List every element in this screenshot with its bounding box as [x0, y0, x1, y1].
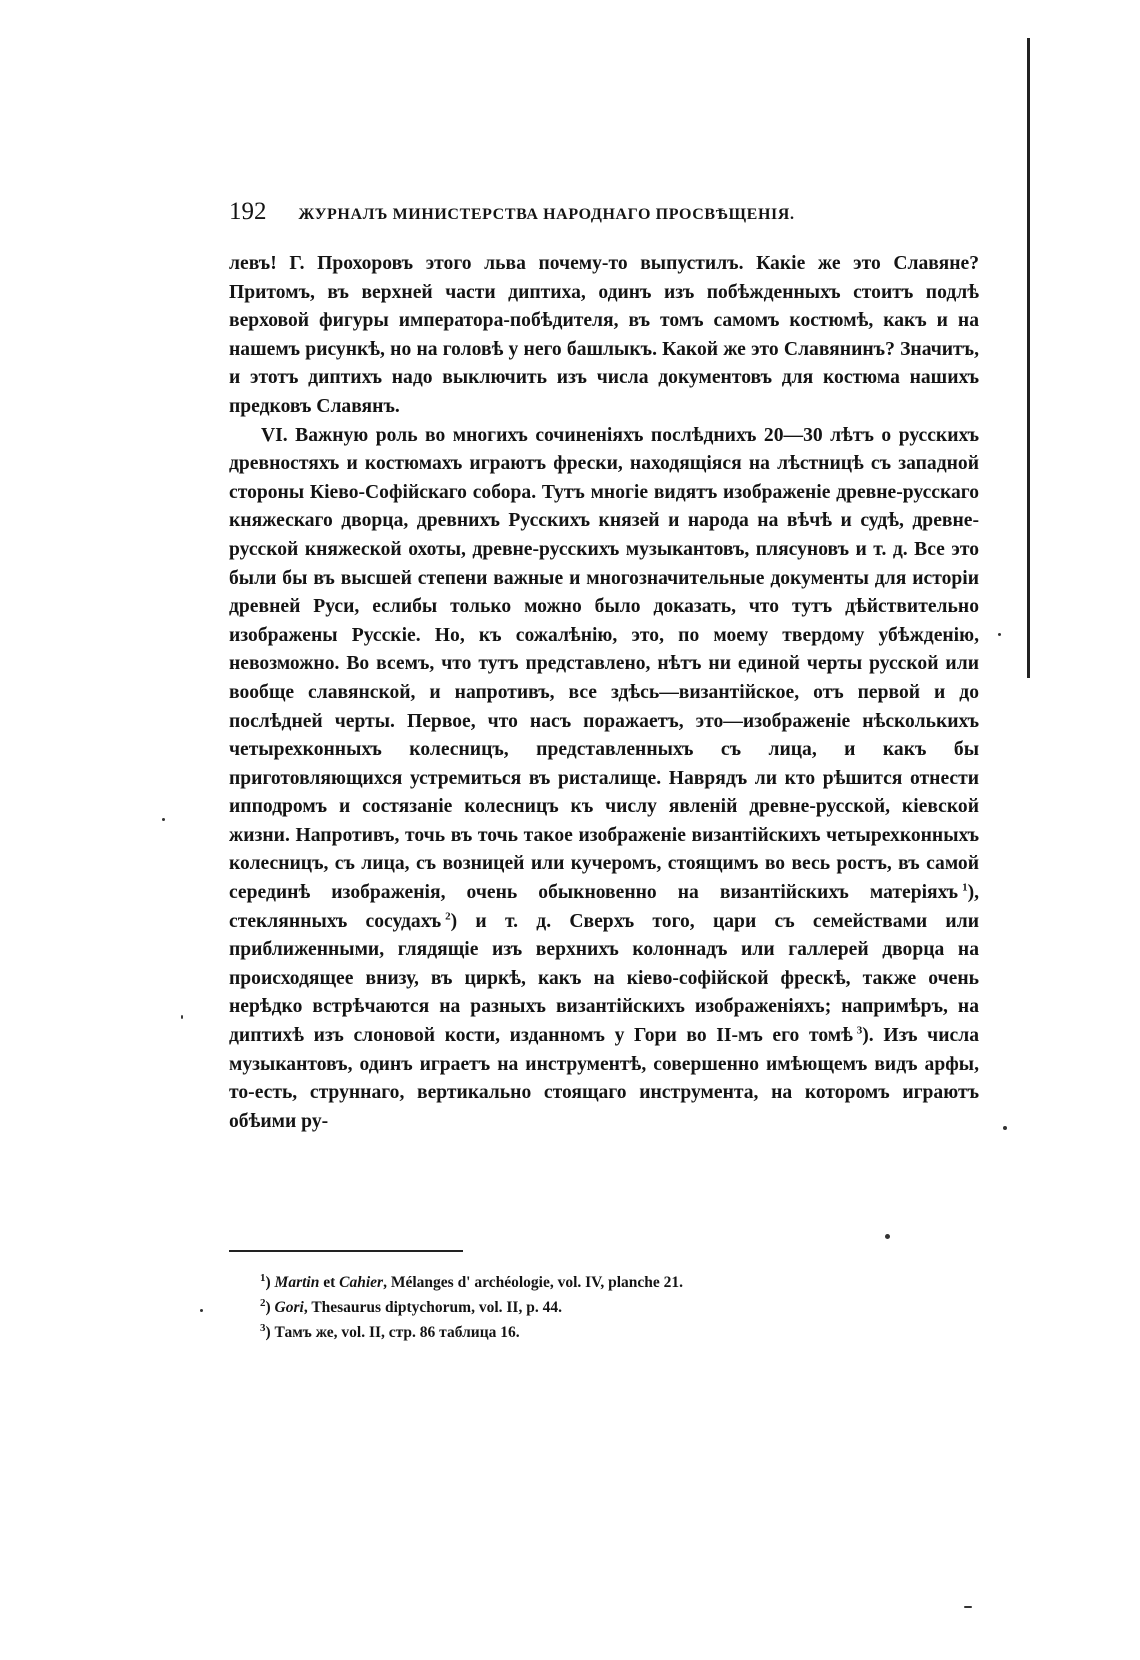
page-edge-line: [1027, 38, 1030, 678]
scan-speck: [885, 1234, 890, 1239]
paragraph-continuation: левъ! Г. Прохоровъ этого льва почему-то выпустилъ. Какіе же это Славяне? Притомъ, въ верхней части диптиха, одинъ изъ побѣжденныхъ стоитъ подлѣ верховой фигуры императора-побѣдителя, въ томъ самомъ костюмѣ, какъ и на нашемъ рисункѣ, но на головѣ у него башлыкъ. Какой же это Славянинъ? Значитъ, и этотъ диптихъ надо выключить изъ числа документовъ для костюма нашихъ предковъ Славянъ.: [229, 253, 979, 417]
footnote-mark: 1: [260, 1271, 266, 1284]
footnote-text: Тамъ же, vol. II, стр. 86 таблица 16.: [274, 1324, 520, 1341]
footnote-reference: 3: [856, 1024, 863, 1037]
scan-speck: [1003, 1126, 1007, 1130]
scan-speck: [162, 818, 165, 821]
footnote-author: Cahier: [339, 1274, 384, 1291]
footnote-author: Gori: [274, 1299, 304, 1316]
page-number: 192: [229, 198, 267, 225]
scan-speck: [200, 1309, 203, 1312]
journal-title: ЖУРНАЛЪ МИНИСТЕРСТВА НАРОДНАГО ПРОСВѢЩЕНІЯ.: [298, 206, 795, 223]
scan-speck: [998, 633, 1001, 636]
paragraph-text-part: ) и т. д. Сверхъ того, цари съ семействами или приближенными, глядящіе изъ верхнихъ колоннадъ или галлерей дворца на происходящее внизу, въ циркѣ, какъ на кіево-софійской фрескѣ, также очень нерѣдко встрѣчаются на разныхъ византійскихъ изображеніяхъ; напримѣръ, на диптихѣ изъ слоновой кости, изданномъ у Гори во II-мъ его томѣ: [229, 910, 980, 1047]
body-text: [229, 250, 979, 1136]
footnote-reference: 1: [962, 881, 968, 894]
footnotes: [260, 1270, 960, 1345]
footnote-text: , Mélanges d' archéologie, vol. IV, planche 21.: [383, 1274, 684, 1291]
footnote-mark: 3: [260, 1321, 266, 1334]
paragraph-section-vi: [229, 422, 979, 1137]
paragraph-text-part: VI. Важную роль во многихъ сочиненіяхъ послѣднихъ 20—30 лѣтъ о русскихъ древностяхъ и костюмахъ играютъ фрески, находящіяся на лѣстницѣ съ западной стороны Кіево-Софійскаго собора. Тутъ многіе видятъ изображеніе древне-русскаго княжескаго дворца, древнихъ Русскихъ князей и народа на вѣчѣ и судѣ, древне-русской княжеской охоты, древне-русскихъ музыкантовъ, плясуновъ и т. д. Все это были бы въ высшей степени важные и многозначительные документы для исторіи древней Руси, еслибы только можно было доказать, что тутъ дѣйствительно изображены Русскіе. Но, къ сожалѣнію, это, по моему твердому убѣжденію, невозможно. Во всемъ, что тутъ представлено, нѣтъ ни единой черты русской или вообще славянской, и напротивъ, все здѣсь—византійское, отъ первой и до послѣдней черты. Первое, что насъ поражаетъ, это—изображеніе нѣсколькихъ четырехконныхъ колесницъ, представленныхъ съ лица, и какъ бы приготовляющихся устремиться въ ристалище. Наврядъ ли кто рѣшится отнести ипподромъ и состязаніе колесницъ къ числу явленій древне-русской, кіевской жизни. Напротивъ, точь въ точь такое изображеніе византійскихъ четырехконныхъ колесницъ, съ лица, съ возницей или кучеромъ, стоящимъ во весь ростъ, въ самой серединѣ изображенія, очень обыкновенно на византійскихъ матеріяхъ: [229, 424, 979, 904]
footnote-author: Martin: [274, 1274, 320, 1291]
footnote-mark: 2: [260, 1296, 266, 1309]
footnote-reference: 2: [445, 910, 451, 923]
scan-speck: [181, 1015, 183, 1019]
footnote-text: , Thesaurus diptychorum, vol. II, p. 44.: [303, 1299, 562, 1316]
scan-speck: [964, 1606, 972, 1608]
footnote-joiner: et: [319, 1274, 340, 1291]
footnote-3: $^3$) Тамъ же, vol. II, стр. 86 таблица 16.: [260, 1321, 520, 1341]
footnote-divider: [229, 1250, 463, 1252]
paragraph-text-part: ), стеклянныхъ сосудахъ: [229, 882, 979, 932]
footnote-2: $^2$) Gori, Thesaurus diptychorum, vol. II, p. 44.: [260, 1296, 562, 1316]
paragraph-text-part: ). Изъ числа музыкантовъ, одинъ играетъ на инструментѣ, совершенно имѣющемъ видъ арфы, то-есть, струннаго, вертикально стоящаго инструмента, на которомъ играютъ обѣими ру-: [229, 1025, 979, 1132]
running-head: [229, 198, 869, 228]
footnote-1: $^1$) Martin et Cahier, Mélanges d' archéologie, vol. IV, planche 21.: [260, 1271, 684, 1291]
